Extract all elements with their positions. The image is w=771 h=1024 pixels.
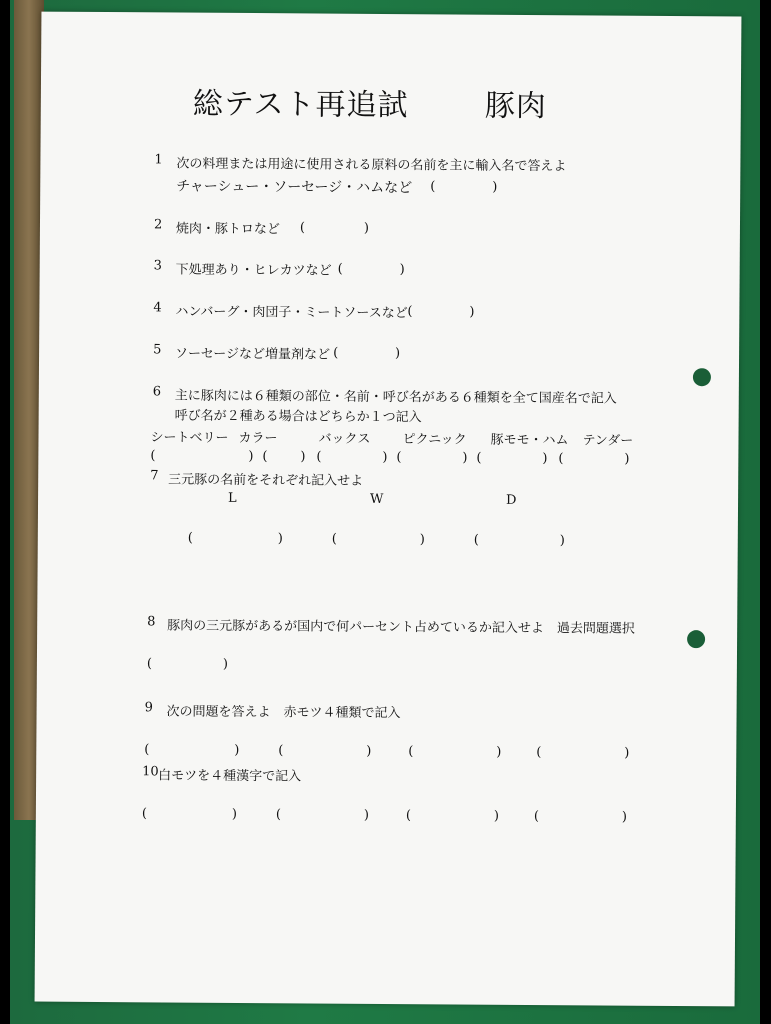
q1-text: 次の料理または用途に使用される原料の名前を主に輸入名で答えよ [176, 156, 567, 175]
q10-answer-2-open: ( [275, 807, 281, 823]
q9-number: 9 [144, 700, 153, 716]
q2-answer-open: ( [299, 220, 306, 236]
q2-text: 焼肉・豚トロなど [175, 221, 281, 238]
q6-answer-6-open: ( [558, 451, 564, 467]
q4-answer-close: ) [469, 304, 475, 320]
q6-answer-5-close: ) [542, 451, 548, 467]
q7-answer-2-open: ( [331, 531, 337, 547]
q1-subtext: チャーシュー・ソーセージ・ハムなど [176, 178, 413, 197]
q5-number: 5 [153, 342, 162, 358]
q4-text: ハンバーグ・肉団子・ミートソースなど [175, 304, 408, 322]
q5-text: ソーセージなど増量剤など [175, 346, 331, 363]
punch-hole-bottom [687, 630, 705, 648]
q7-answer-1-close: ) [277, 531, 283, 547]
q6-answer-1-open: ( [150, 448, 156, 464]
q9-answer-3-open: ( [408, 744, 414, 760]
q10-answer-3-close: ) [493, 808, 499, 824]
q6-answer-2-close: ) [300, 449, 306, 465]
q9-answer-2-close: ) [366, 743, 372, 759]
q6-answer-6-close: ) [624, 451, 630, 467]
test-sheet [35, 12, 742, 1007]
q10-number: 10 [142, 764, 159, 780]
q6-answer-3-close: ) [382, 449, 388, 465]
q2-answer-close: ) [363, 220, 370, 236]
q5-answer-close: ) [395, 346, 401, 362]
q7-answer-1-open: ( [187, 530, 193, 546]
q10-answer-1-close: ) [231, 806, 237, 822]
q8-answer-close: ) [222, 656, 229, 672]
q8-answer-open: ( [146, 656, 153, 672]
q7-answer-3-open: ( [473, 532, 479, 548]
page-subject: 豚肉 [484, 88, 547, 125]
q3-number: 3 [153, 258, 163, 274]
q10-answer-4-open: ( [533, 809, 539, 825]
q5-answer-open: ( [333, 345, 339, 361]
q1-answer-close: ) [492, 179, 498, 195]
q7-text: 三元豚の名前をそれぞれ記入せよ [168, 472, 364, 489]
q7-answer-3-close: ) [559, 533, 565, 549]
q6-part-6: テンダー [582, 433, 634, 449]
q6-number: 6 [152, 384, 162, 400]
q4-answer-open: ( [407, 304, 413, 320]
q3-text: 下処理あり・ヒレカツなど [175, 262, 332, 279]
q6-answer-5-open: ( [476, 450, 482, 466]
q7-answer-2-close: ) [419, 532, 425, 548]
q9-answer-1-open: ( [144, 742, 150, 758]
q9-answer-3-close: ) [496, 744, 502, 760]
q8-text: 豚肉の三元豚があるが国内で何パーセント占めているか記入せよ 過去問題選択 [167, 618, 635, 637]
q6-subtext: 呼び名が２種ある場合はどちらか１つ記入 [174, 408, 422, 426]
q9-answer-1-close: ) [234, 742, 240, 758]
q10-answer-4-close: ) [621, 809, 627, 825]
q6-part-4: ピクニック [402, 432, 467, 448]
q4-number: 4 [153, 300, 162, 316]
q9-text: 次の問題を答えよ 赤モツ４種類で記入 [166, 704, 401, 722]
q6-answer-2-open: ( [262, 449, 268, 465]
q10-text: 白モツを４種漢字で記入 [158, 768, 302, 785]
q10-answer-2-close: ) [363, 807, 369, 823]
q3-answer-close: ) [399, 262, 405, 278]
q6-answer-3-open: ( [316, 449, 322, 465]
q2-number: 2 [153, 217, 163, 233]
q6-answer-4-open: ( [396, 450, 402, 466]
q6-part-1: シートベリー [150, 430, 229, 446]
q9-answer-4-close: ) [624, 745, 630, 761]
q6-part-2: カラー [238, 430, 278, 447]
q6-text: 主に豚肉には６種類の部位・名前・呼び名がある６種類を全て国産名で記入 [174, 388, 617, 407]
q1-answer-open: ( [430, 179, 436, 195]
punch-hole-top [693, 368, 711, 386]
q9-answer-4-open: ( [536, 745, 542, 761]
q1-number: 1 [154, 152, 163, 168]
q7-letter-d: D [506, 492, 517, 508]
q10-answer-1-open: ( [141, 806, 147, 822]
q7-letter-w: W [370, 491, 384, 507]
page-title: 総テスト再追試 [192, 86, 409, 124]
q6-part-5: 豚モモ・ハム [490, 432, 569, 449]
q3-answer-open: ( [337, 261, 343, 277]
q9-answer-2-open: ( [278, 743, 284, 759]
q8-number: 8 [147, 614, 156, 630]
q6-answer-1-close: ) [248, 449, 254, 465]
q6-part-3: バックス [318, 431, 371, 447]
q7-number: 7 [150, 468, 159, 484]
q7-letter-l: L [228, 490, 237, 506]
q10-answer-3-open: ( [405, 808, 411, 824]
q6-answer-4-close: ) [462, 450, 468, 466]
